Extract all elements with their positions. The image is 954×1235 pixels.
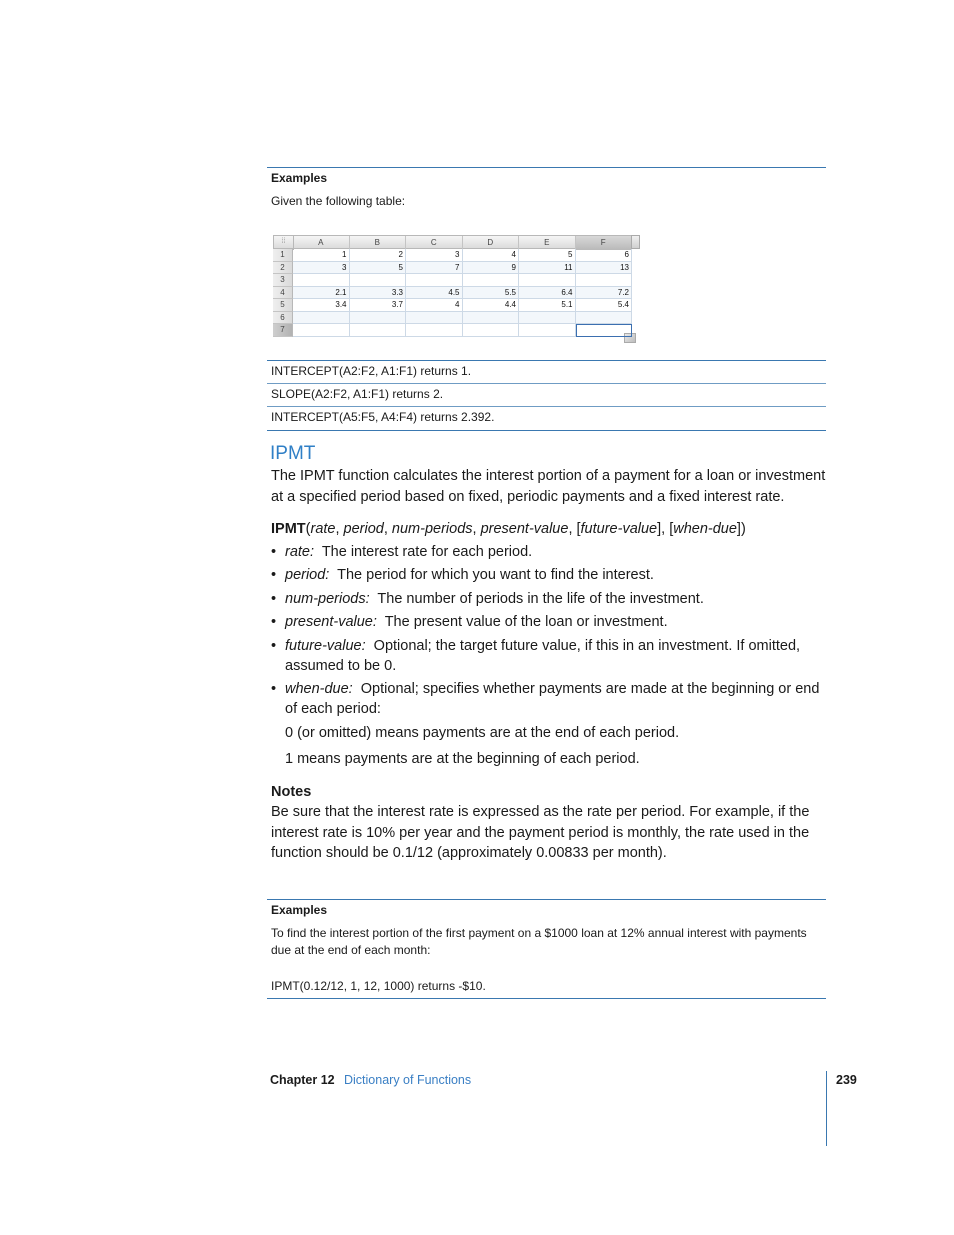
- bullet-icon: •: [271, 544, 277, 560]
- table-cell[interactable]: 6: [576, 249, 633, 262]
- table-cell[interactable]: [406, 324, 463, 337]
- syntax-arg: num-periods: [391, 521, 473, 537]
- results-rule: [267, 406, 826, 407]
- table-cell[interactable]: [350, 274, 407, 287]
- table-cell[interactable]: 7: [406, 262, 463, 275]
- result-line: INTERCEPT(A2:F2, A1:F1) returns 1.: [271, 364, 472, 378]
- table-cell[interactable]: 4: [406, 299, 463, 312]
- table-cell[interactable]: 7.2: [576, 287, 633, 300]
- examples-intro: Given the following table:: [271, 194, 406, 208]
- table-cell[interactable]: 4: [463, 249, 520, 262]
- param-name: future-value:: [285, 638, 366, 654]
- param-desc-cont: of each period:: [285, 701, 381, 717]
- table-cell[interactable]: [576, 312, 633, 325]
- param-name: when-due:: [285, 681, 353, 697]
- table-cell[interactable]: [293, 274, 350, 287]
- select-all-corner[interactable]: ⁞⁞: [274, 236, 294, 250]
- table-cell[interactable]: 4.4: [463, 299, 520, 312]
- notes-line: function should be 0.1/12 (approximately 0.00833 per month).: [271, 845, 667, 861]
- syntax-paren: (: [305, 521, 311, 537]
- table-cell[interactable]: [576, 274, 633, 287]
- examples2-rule-bottom: [267, 998, 826, 999]
- table-cell[interactable]: [293, 324, 350, 337]
- param-desc: Optional; the target future value, if this in an investment. If omitted,: [373, 638, 801, 654]
- table-cell[interactable]: [406, 274, 463, 287]
- param-desc: The number of periods in the life of the investment.: [377, 591, 704, 607]
- spreadsheet-table: [273, 235, 640, 345]
- notes-line: Be sure that the interest rate is expressed as the rate per period. For example, if the: [271, 804, 810, 820]
- row-header[interactable]: 6: [273, 312, 293, 325]
- table-cell[interactable]: [519, 312, 576, 325]
- table-cell[interactable]: 3: [293, 262, 350, 275]
- examples2-line: due at the end of each month:: [271, 943, 431, 957]
- section-title: IPMT: [270, 443, 316, 464]
- param-name: num-periods:: [285, 591, 370, 607]
- table-cell[interactable]: 6.4: [519, 287, 576, 300]
- table-cell[interactable]: 3: [406, 249, 463, 262]
- table-cell[interactable]: 5: [519, 249, 576, 262]
- param-item: [271, 636, 801, 657]
- table-cell[interactable]: [463, 312, 520, 325]
- table-cell[interactable]: [519, 324, 576, 337]
- result-line: INTERCEPT(A5:F5, A4:F4) returns 2.392.: [271, 410, 495, 424]
- table-cell[interactable]: 3.3: [350, 287, 407, 300]
- row-header[interactable]: 1: [273, 249, 293, 262]
- param-desc: The period for which you want to find the interest.: [337, 567, 654, 583]
- examples-heading: Examples: [271, 171, 328, 185]
- bullet-icon: •: [271, 681, 277, 697]
- column-header[interactable]: D: [463, 236, 520, 250]
- table-cell[interactable]: [350, 324, 407, 337]
- syntax-arg: period: [343, 521, 384, 537]
- table-cell[interactable]: 5.4: [576, 299, 633, 312]
- table-cell[interactable]: 13: [576, 262, 633, 275]
- row-header[interactable]: 2: [273, 262, 293, 275]
- scroll-control[interactable]: [631, 235, 640, 249]
- table-cell[interactable]: [519, 274, 576, 287]
- column-header[interactable]: F: [576, 236, 633, 250]
- bullet-icon: •: [271, 614, 277, 630]
- footer-chapter: Chapter 12: [270, 1073, 335, 1087]
- result-line: SLOPE(A2:F2, A1:F1) returns 2.: [271, 387, 444, 401]
- results-rule-top: [267, 360, 826, 361]
- param-name: period:: [285, 567, 330, 583]
- syntax-arg: rate: [310, 521, 336, 537]
- row-header[interactable]: 7: [273, 324, 293, 337]
- notes-line: interest rate is 10% per year and the payment period is monthly, the rate used in the: [271, 825, 810, 841]
- table-cell[interactable]: 4.5: [406, 287, 463, 300]
- when-due-0: 0 (or omitted) means payments are at the end of each period.: [285, 725, 680, 741]
- syntax-function-name: IPMT: [271, 521, 306, 537]
- param-item: [271, 542, 533, 563]
- table-cell[interactable]: 11: [519, 262, 576, 275]
- column-header[interactable]: E: [519, 236, 576, 250]
- table-cell[interactable]: [463, 324, 520, 337]
- page-number: 239: [836, 1073, 857, 1087]
- param-desc: Optional; specifies whether payments are made at the beginning or end: [360, 681, 820, 697]
- param-desc-cont: assumed to be 0.: [285, 658, 397, 674]
- column-header[interactable]: C: [406, 236, 463, 250]
- section-description: The IPMT function calculates the interest portion of a payment for a loan or investment at a specified period based on fixed, periodic payments and a fixed interest rate.: [271, 468, 826, 505]
- table-cell[interactable]: [350, 312, 407, 325]
- param-item: [271, 679, 820, 700]
- row-header[interactable]: 5: [273, 299, 293, 312]
- bullet-icon: •: [271, 638, 277, 654]
- bullet-icon: •: [271, 591, 277, 607]
- table-cell[interactable]: 3.7: [350, 299, 407, 312]
- param-item: [271, 565, 654, 586]
- table-cell[interactable]: [406, 312, 463, 325]
- param-desc: The interest rate for each period.: [321, 544, 533, 560]
- examples2-heading: Examples: [271, 903, 328, 917]
- table-cell[interactable]: 9: [463, 262, 520, 275]
- syntax-arg: present-value: [480, 521, 569, 537]
- syntax-optional-arg: future-value: [580, 521, 658, 537]
- table-cell[interactable]: 5.5: [463, 287, 520, 300]
- row-header[interactable]: 4: [273, 287, 293, 300]
- param-item: [271, 612, 668, 633]
- table-cell[interactable]: 2: [350, 249, 407, 262]
- top-rule: [267, 167, 826, 168]
- notes-heading: Notes: [271, 784, 312, 800]
- column-header-row: [273, 235, 631, 249]
- param-item: [271, 589, 704, 610]
- param-name: present-value:: [285, 614, 377, 630]
- param-name: rate:: [285, 544, 315, 560]
- table-cell[interactable]: [463, 274, 520, 287]
- column-header[interactable]: A: [293, 236, 350, 250]
- table-cell[interactable]: 2.1: [293, 287, 350, 300]
- footer-divider: [826, 1071, 827, 1146]
- footer-chapter-title[interactable]: Dictionary of Functions: [344, 1073, 472, 1087]
- row-header[interactable]: 3: [273, 274, 293, 287]
- table-cell[interactable]: [293, 312, 350, 325]
- results-rule: [267, 383, 826, 384]
- syntax-line: IPMT(rate, period, num-periods, present-value, [future-value], [when-due]): [271, 521, 746, 537]
- examples2-result: IPMT(0.12/12, 1, 12, 1000) returns -$10.: [271, 979, 486, 993]
- bullet-icon: •: [271, 567, 277, 583]
- table-cell[interactable]: 1: [293, 249, 350, 262]
- table-cell[interactable]: [576, 324, 633, 337]
- syntax-optional-arg: when-due: [673, 521, 737, 537]
- column-header[interactable]: B: [350, 236, 407, 250]
- results-rule-bottom: [267, 430, 826, 431]
- when-due-1: 1 means payments are at the beginning of each period.: [285, 751, 640, 767]
- table-cell[interactable]: 3.4: [293, 299, 350, 312]
- table-cell[interactable]: 5: [350, 262, 407, 275]
- examples2-line: To find the interest portion of the first payment on a $1000 loan at 12% annual interest with payments: [271, 926, 807, 940]
- param-desc: The present value of the loan or investment.: [384, 614, 668, 630]
- examples2-rule-top: [267, 899, 826, 900]
- table-cell[interactable]: 5.1: [519, 299, 576, 312]
